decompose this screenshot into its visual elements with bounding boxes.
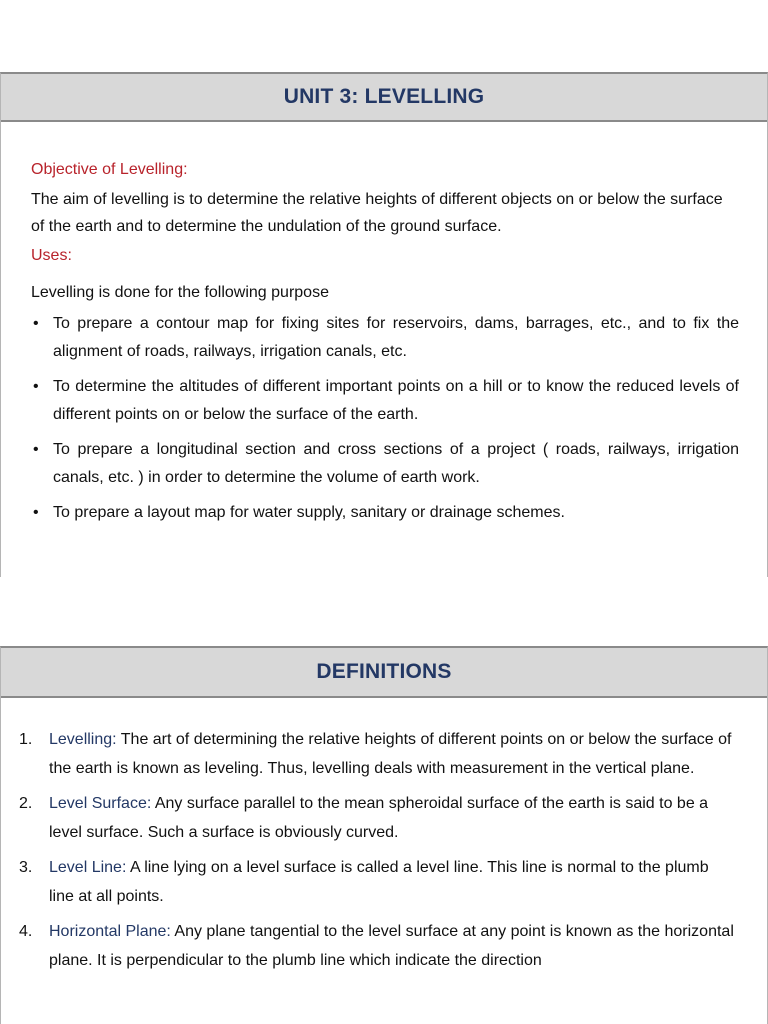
definition-item (19, 853, 737, 911)
uses-list (31, 310, 739, 527)
definition-number: 3. (19, 859, 33, 876)
definitions-list (19, 725, 737, 975)
bullet-icon: • (33, 378, 39, 395)
bullet-icon: • (33, 504, 39, 521)
uses-heading: Uses: (31, 247, 72, 264)
definition-term: Horizontal Plane: (49, 923, 171, 940)
definition-text: Any plane tangential to the level surface at any point is known as the horizontal plane. It is perpendicular to the plumb line which indicate the direction (49, 923, 734, 969)
list-item-text: To prepare a longitudinal section and cross sections of a project ( roads, railways, irrigation canals, etc. ) in order to determine the volume of earth work. (53, 441, 739, 486)
slide-definitions (0, 646, 768, 1024)
list-item (31, 373, 739, 429)
definition-item (19, 917, 737, 975)
slide-body (1, 122, 767, 527)
slide-body (1, 698, 767, 975)
definition-text: The art of determining the relative heights of different points on or below the surface of the earth is known as leveling. Thus, levelling deals with measurement in the vertical plane. (49, 731, 732, 777)
definition-term: Levelling: (49, 731, 117, 748)
definition-item (19, 725, 737, 783)
list-item (31, 499, 739, 527)
objective-text: The aim of levelling is to determine the relative heights of different objects on or below the surface of the earth and to determine the undulation of the ground surface. (31, 191, 723, 235)
list-item-text: To prepare a contour map for fixing sites for reservoirs, dams, barrages, etc., and to fix the alignment of roads, railways, irrigation canals, etc. (53, 315, 739, 360)
slide-header (1, 74, 767, 122)
definition-number: 4. (19, 923, 33, 940)
list-item-text: To prepare a layout map for water supply, sanitary or drainage schemes. (53, 504, 565, 521)
list-item-text: To determine the altitudes of different important points on a hill or to know the reduced levels of different points on or below the surface of the earth. (53, 378, 739, 423)
objective-heading: Objective of Levelling: (31, 161, 188, 178)
definition-text: Any surface parallel to the mean spheroidal surface of the earth is said to be a level surface. Such a surface is obviously curved. (49, 795, 709, 841)
definition-term: Level Surface: (49, 795, 152, 812)
definition-number: 2. (19, 795, 33, 812)
slide-header (1, 648, 767, 698)
bullet-icon: • (33, 315, 39, 332)
bullet-icon: • (33, 441, 39, 458)
list-item (31, 436, 739, 492)
definition-text: A line lying on a level surface is called a level line. This line is normal to the plumb line at all points. (49, 859, 709, 905)
definition-term: Level Line: (49, 859, 127, 876)
list-item (31, 310, 739, 366)
definition-number: 1. (19, 731, 33, 748)
slide-levelling (0, 72, 768, 577)
uses-intro: Levelling is done for the following purpose (31, 284, 329, 301)
slide-title: DEFINITIONS (316, 660, 452, 683)
definition-item (19, 789, 737, 847)
slide-title: UNIT 3: LEVELLING (283, 85, 485, 108)
